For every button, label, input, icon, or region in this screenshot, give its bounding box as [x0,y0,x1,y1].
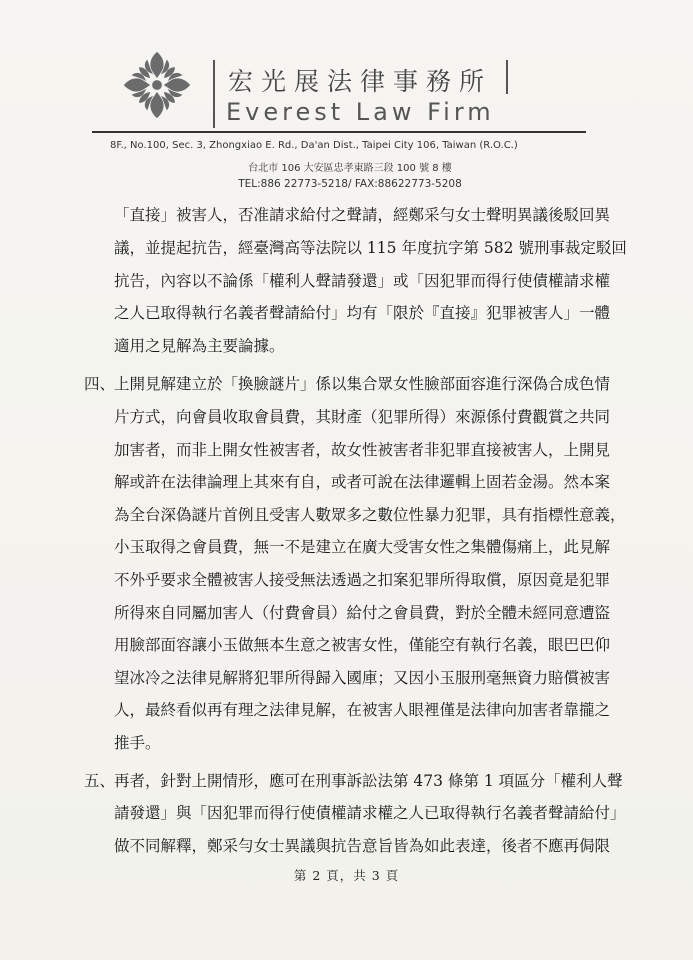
body-line: 解或許在法律論理上其來有自，或者可說在法律邏輯上固若金湯。然本案 [114,473,611,491]
body-line: 不外乎要求全體被害人接受無法透過之扣案犯罪所得取償，原因竟是犯罪 [114,571,611,589]
section-marker-4: 四、 [84,375,116,393]
body-line: 做不同解釋，鄭采勻女士異議與抗告意旨皆為如此表達，後者不應再侷限 [114,837,611,855]
body-line: 抗告，內容以不論係「權利人聲請發還」或「因犯罪而得行使債權請求權 [114,272,611,290]
body-line: 加害者，而非上開女性被害者，故女性被害者非犯罪直接被害人，上開見 [114,441,611,459]
letterhead-divider-right [506,60,508,94]
body-line: 議，並提起抗告，經臺灣高等法院以 115 年度抗字第 582 號刑事裁定駁回 [114,239,627,257]
letterhead-divider [213,60,215,128]
body-line: 望冰冷之法律見解將犯罪所得歸入國庫；又因小玉服刑毫無資力賠償被害 [114,669,611,687]
fleur-de-lis-emblem-icon [118,46,196,124]
body-line: 為全台深偽謎片首例且受害人數眾多之數位性暴力犯罪，具有指標性意義， [114,506,626,524]
section-marker-5: 五、 [84,772,116,790]
firm-name-chinese: 宏光展法律事務所 [228,67,493,96]
page-number: 第 2 頁，共 3 頁 [293,868,400,883]
body-line: 用臉部面容讓小玉做無本生意之被害女性，僅能空有執行名義，眼巴巴仰 [114,636,611,654]
contact-line: TEL:886 22773-5218/ FAX:88622773-5208 [238,178,462,190]
body-line: 所得來自同屬加害人（付費會員）給付之會員費，對於全體未經同意遭盜 [114,604,611,622]
body-line: 適用之見解為主要論據。 [114,337,285,355]
body-line: 人，最終看似再有理之法律見解，在被害人眼裡僅是法律向加害者靠攏之 [114,701,611,719]
body-line: 上開見解建立於「換臉謎片」係以集合眾女性臉部面容進行深偽合成色情 [114,375,611,393]
address-chinese: 台北市 106 大安區忠孝東路三段 100 號 8 樓 [248,163,452,174]
body-line: 片方式，向會員收取會員費，其財產（犯罪所得）來源係付費觀賞之共同 [114,408,611,426]
header-rule [92,131,586,133]
body-line: 小玉取得之會員費，無一不是建立在廣大受害女性之集體傷痛上，此見解 [114,538,611,556]
body-line: 請發還」與「因犯罪而得行使債權請求權之人已取得執行名義者聲請給付」 [114,804,626,822]
body-line: 推手。 [114,734,161,752]
body-line: 之人已取得執行名義者聲請給付」均有「限於『直接』犯罪被害人」一體 [114,304,611,322]
body-line: 再者，針對上開情形，應可在刑事訴訟法第 473 條第 1 項區分「權利人聲 [114,772,623,790]
firm-name-english: Everest Law Firm [226,98,495,126]
body-line: 「直接」被害人，否准請求給付之聲請，經鄭采勻女士聲明異議後駁回異 [114,206,611,224]
address-english: 8F., No.100, Sec. 3, Zhongxiao E. Rd., Da'an Dist., Taipei City 106, Taiwan (R.O.C.) [110,140,518,151]
